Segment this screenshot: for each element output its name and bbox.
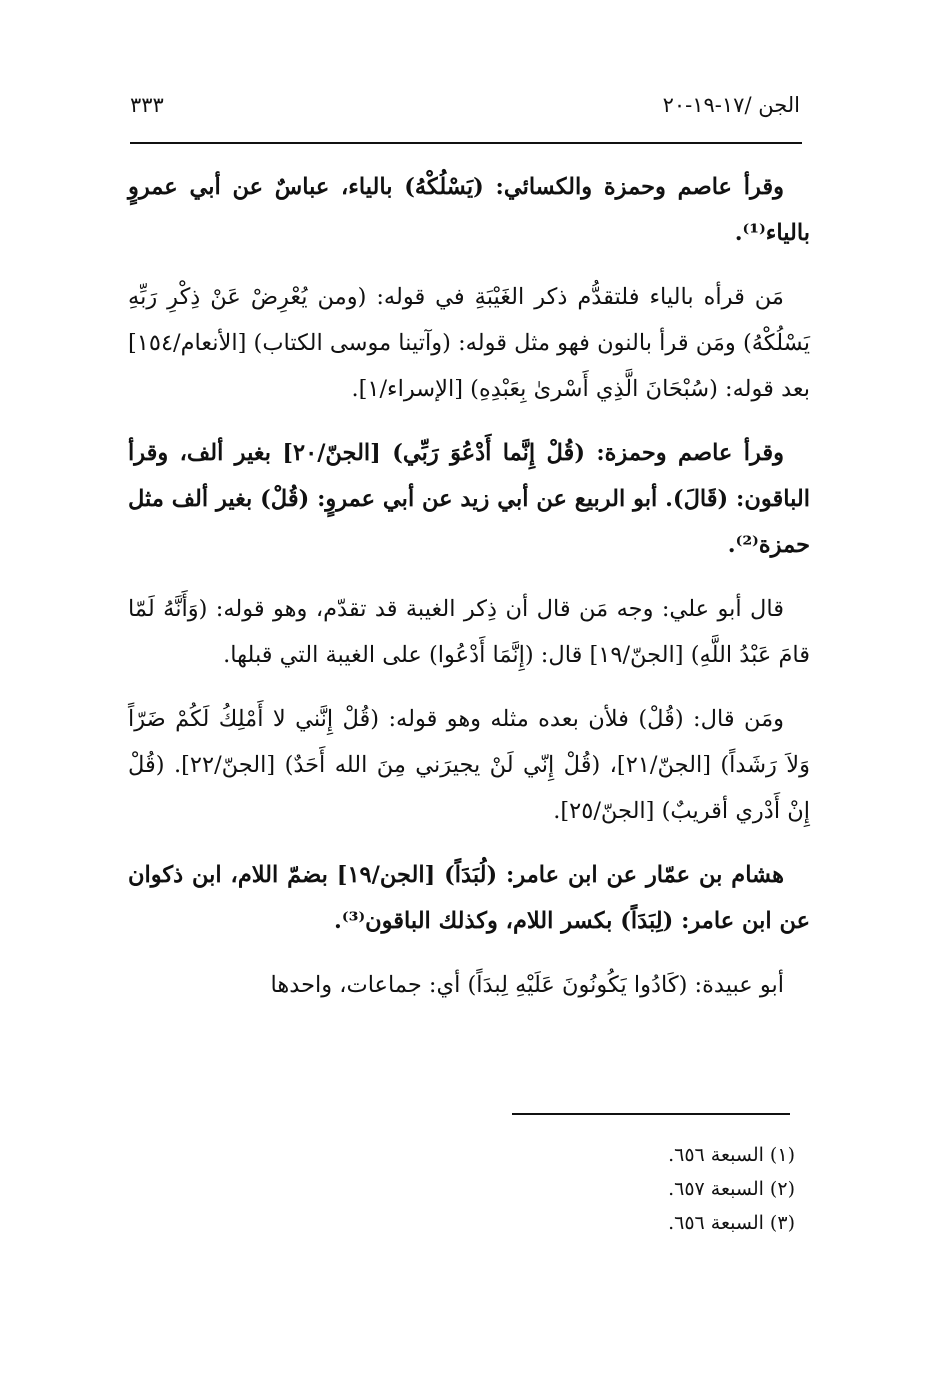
paragraph-1: وقرأ عاصم وحمزة والكسائي: (يَسْلُكْهُ) بالياء، عباسٌ عن أبي عمروٍ بالياء⁽¹⁾. (128, 174, 810, 246)
paragraph-6: هشام بن عمّار عن ابن عامر: (لُبَدَاً) [الجن/١٩] بضمّ اللام، ابن ذكوان عن ابن عامر: (لِبَدَاً) بكسر اللام، وكذلك الباقون⁽³⁾. (128, 862, 810, 934)
paragraph-7: أبو عبيدة: (كَادُوا يَكُونُونَ عَلَيْهِ لِبدَاً) أي: جماعات، واحدها (270, 972, 784, 998)
footnote-2: (٢) السبعة ٦٥٧. (668, 1178, 795, 1200)
footnote-rule (512, 1113, 790, 1115)
footnotes (450, 1138, 795, 1240)
header-rule (130, 142, 802, 144)
paragraph-4: قال أبو علي: وجه مَن قال أن ذِكر الغيبة قد تقدّم، وهو قوله: (وَأَنَّهُ لَمّا قامَ عَبْدُ اللَّهِ) [الجنّ/١٩] قال: (إِنَّمَا أَدْعُوا) على الغيبة التي قبلها. (128, 596, 810, 668)
paragraph-2: مَن قرأه بالياء فلتقدُّم ذكر الغَيْبَةِ في قوله: (ومن يُعْرِضْ عَنْ ذِكْرِ رَبِّهِ يَسْلُكْهُ) ومَن قرأ بالنون فهو مثل قوله: (وآتينا موسى الكتاب) [الأنعام/١٥٤] بعد قوله: (سُبْحَانَ الَّذِي أَسْرىٰ بِعَبْدِهِ) [الإسراء/١]. (128, 284, 810, 402)
footnote-3: (٣) السبعة ٦٥٦. (668, 1212, 795, 1234)
footnote-1: (١) السبعة ٦٥٦. (668, 1144, 795, 1166)
page-number: ٣٣٣ (130, 93, 164, 117)
paragraph-5: ومَن قال: (قُلْ) فلأن بعده مثله وهو قوله: (قُلْ إِنَّني لا أَمْلِكُ لَكُمْ ضَرّاً وَلاَ رَشَداً) [الجنّ/٢١]، (قُلْ إِنّي لَنْ يجيرَني مِنَ الله أَحَدٌ) [الجنّ/٢٢]. (قُلْ إِنْ أَدْري أقريبٌ) [الجنّ/٢٥]. (128, 706, 811, 824)
chapter-reference: الجن /١٧-١٩-٢٠ (662, 93, 800, 117)
running-header (130, 88, 800, 122)
paragraph-3: وقرأ عاصم وحمزة: (قُلْ إِنَّما أَدْعُوَ رَبِّي) [الجنّ/٢٠] بغير ألف، وقرأ الباقون: (قَالَ). أبو الربيع عن أبي زيد عن أبي عمروٍ: (قُلْ) بغير ألف مثل حمزة⁽²⁾. (128, 440, 810, 558)
main-text (128, 164, 810, 1008)
